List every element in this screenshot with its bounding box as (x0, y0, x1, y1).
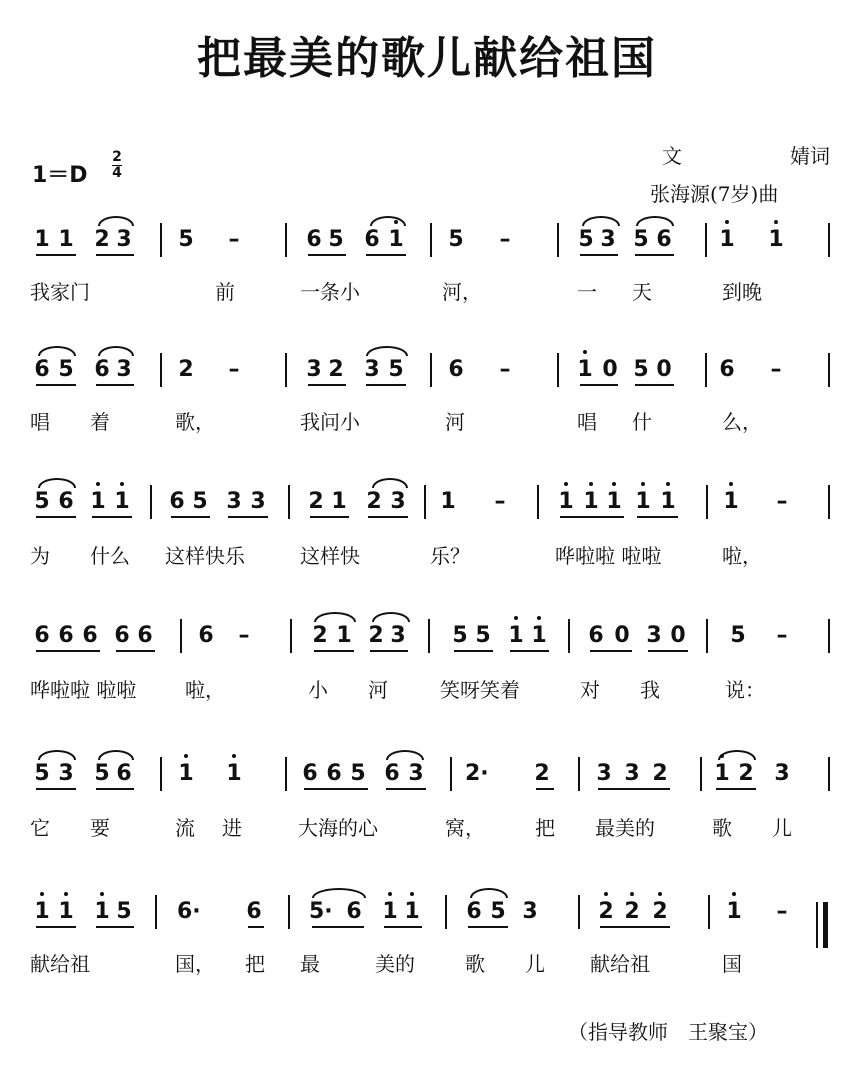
note: 6 (588, 623, 604, 648)
note: 3 (250, 489, 266, 514)
note: 6 (346, 899, 362, 924)
note: 3 (522, 899, 538, 924)
note: 1 (388, 227, 404, 252)
underline (310, 516, 349, 518)
lyric-text: 歌， (175, 410, 215, 434)
lyric-text: 歌 (465, 952, 485, 976)
note: 6 (116, 761, 132, 786)
underline (36, 516, 76, 518)
barline (450, 757, 452, 791)
lyric-text: 我 (640, 678, 660, 702)
composer-credit: 张海源(7岁)曲 (650, 182, 779, 206)
note: 5 (388, 357, 404, 382)
note: 5 (328, 227, 344, 252)
note: 6 (114, 623, 130, 648)
underline (36, 650, 100, 652)
high-octave-dot (583, 350, 587, 354)
note: 0 (656, 357, 672, 382)
note: 2 (308, 489, 324, 514)
lyric-text: 么， (722, 410, 762, 434)
underline (96, 384, 134, 386)
note: 6 (94, 357, 110, 382)
high-octave-dot (40, 892, 44, 896)
note: 3 (774, 761, 790, 786)
note: 6 (169, 489, 185, 514)
high-octave-dot (732, 892, 736, 896)
lyric-text: 美的 (375, 952, 415, 976)
note: 1 (583, 489, 599, 514)
note: 1 (404, 899, 420, 924)
note: 1 (577, 357, 593, 382)
tie-arc (372, 478, 408, 488)
time-signature-top: 2 (112, 149, 122, 165)
lyric-text: 河 (368, 678, 388, 702)
tie-arc (582, 216, 620, 226)
time-signature-bottom: 4 (112, 165, 122, 181)
note: 2 (368, 623, 384, 648)
tie-arc (38, 478, 76, 488)
barline (705, 223, 707, 257)
note: 0 (602, 357, 618, 382)
note: 1 (114, 489, 130, 514)
note: – (499, 357, 511, 382)
note: 6 (302, 761, 318, 786)
high-octave-dot (641, 482, 645, 486)
note: 2 (598, 899, 614, 924)
note: 1 (58, 227, 74, 252)
lyric-text: 一条小 (300, 280, 360, 304)
note: 6 (306, 227, 322, 252)
note: 6 (34, 623, 50, 648)
lyric-text: 国 (722, 952, 742, 976)
barline (285, 223, 287, 257)
high-octave-dot (184, 754, 188, 758)
lyricist-name: 文 (662, 144, 682, 168)
note: 5 (192, 489, 208, 514)
high-octave-dot (410, 892, 414, 896)
lyric-text: 这样快 (300, 544, 360, 568)
underline (308, 254, 346, 256)
note: 6 (364, 227, 380, 252)
note: 1 (178, 761, 194, 786)
note: – (776, 899, 788, 924)
underline (96, 254, 134, 256)
high-octave-dot (100, 892, 104, 896)
barline (160, 757, 162, 791)
underline (248, 926, 264, 928)
underline (36, 926, 76, 928)
high-octave-dot (612, 482, 616, 486)
barline (708, 895, 710, 929)
note: 1 (90, 489, 106, 514)
note: 6 (58, 489, 74, 514)
note: 5 (34, 489, 50, 514)
note: 5 (475, 623, 491, 648)
note: 3 (116, 357, 132, 382)
high-octave-dot (589, 482, 593, 486)
underline (36, 788, 76, 790)
lyric-text: 儿 (525, 952, 545, 976)
note: 5 (452, 623, 468, 648)
note: 5 (578, 227, 594, 252)
note: 6· (177, 899, 201, 924)
high-octave-dot (604, 892, 608, 896)
tie-arc (312, 888, 366, 898)
underline (468, 926, 508, 928)
high-octave-dot (232, 754, 236, 758)
tie-arc (38, 346, 76, 356)
lyric-text: 献给祖 (590, 952, 650, 976)
barline (288, 895, 290, 929)
underline (580, 254, 618, 256)
key-signature: 1＝D (32, 163, 88, 188)
song-title: 把最美的歌儿献给祖国 (197, 33, 657, 84)
note: 6 (448, 357, 464, 382)
high-octave-dot (658, 892, 662, 896)
underline (304, 788, 368, 790)
note: 1 (226, 761, 242, 786)
note: 3 (390, 489, 406, 514)
tie-arc (98, 750, 134, 760)
note: 3 (390, 623, 406, 648)
barline (700, 757, 702, 791)
lyric-text: 我家门 (30, 280, 90, 304)
final-barline-thick (823, 902, 828, 948)
note: 1 (723, 489, 739, 514)
tie-arc (98, 346, 134, 356)
note: 2 (624, 899, 640, 924)
note: 1 (94, 899, 110, 924)
tie-arc (98, 216, 134, 226)
underline (598, 788, 670, 790)
note: 1 (558, 489, 574, 514)
note: 2 (366, 489, 382, 514)
note: 6 (137, 623, 153, 648)
underline (314, 650, 354, 652)
barline (828, 757, 830, 791)
underline (171, 516, 210, 518)
note: – (776, 623, 788, 648)
tie-arc (636, 216, 674, 226)
note: 3 (364, 357, 380, 382)
high-octave-dot (729, 482, 733, 486)
underline (370, 650, 408, 652)
lyric-text: 小 (308, 678, 328, 702)
barline (828, 353, 830, 387)
high-octave-dot (96, 482, 100, 486)
note: 3 (600, 227, 616, 252)
lyric-text: 儿 (772, 816, 792, 840)
lyric-text: 歌 (712, 816, 732, 840)
barline (180, 619, 182, 653)
lyric-text: 笑呀笑着 (440, 678, 520, 702)
note: 5 (350, 761, 366, 786)
note: 6 (384, 761, 400, 786)
underline (585, 516, 624, 518)
underline (96, 926, 134, 928)
barline (828, 223, 830, 257)
high-octave-dot (120, 482, 124, 486)
barline (537, 485, 539, 519)
note: 3 (646, 623, 662, 648)
note: 1 (331, 489, 347, 514)
note: 1 (726, 899, 742, 924)
underline (92, 516, 132, 518)
note: 1 (768, 227, 784, 252)
note: 0 (670, 623, 686, 648)
barline (828, 619, 830, 653)
high-octave-dot (388, 892, 392, 896)
barline (430, 353, 432, 387)
barline (160, 353, 162, 387)
lyric-text: 这样快乐 (165, 544, 245, 568)
high-octave-dot (394, 220, 398, 224)
high-octave-dot (564, 482, 568, 486)
lyric-text: 最 (300, 952, 320, 976)
underline (384, 926, 422, 928)
high-octave-dot (630, 892, 634, 896)
note: 5 (58, 357, 74, 382)
lyric-text: 把 (535, 816, 555, 840)
barline (578, 757, 580, 791)
note: 2 (738, 761, 754, 786)
underline (312, 926, 364, 928)
note: 6 (58, 623, 74, 648)
barline (557, 353, 559, 387)
underline (386, 788, 426, 790)
lyric-text: 它 (30, 816, 50, 840)
tie-arc (366, 346, 408, 356)
underline (637, 516, 678, 518)
lyric-text: 把 (245, 952, 265, 976)
note: 3 (116, 227, 132, 252)
note: 2 (652, 899, 668, 924)
underline (366, 254, 406, 256)
barline (155, 895, 157, 929)
note: 3 (226, 489, 242, 514)
lyric-text: 献给祖 (30, 952, 90, 976)
barline (285, 757, 287, 791)
underline (600, 926, 670, 928)
lyric-text: 河 (445, 410, 465, 434)
barline (578, 895, 580, 929)
tie-arc (372, 612, 410, 622)
note: 6 (198, 623, 214, 648)
lyric-text: 到晚 (722, 280, 762, 304)
lyric-text: 一 (577, 280, 597, 304)
note: 2 (94, 227, 110, 252)
barline (705, 353, 707, 387)
lyric-text: 为 (30, 544, 50, 568)
note: – (499, 227, 511, 252)
tie-arc (470, 888, 508, 898)
underline (590, 650, 632, 652)
barline (424, 485, 426, 519)
note: 5 (633, 227, 649, 252)
note: 2 (534, 761, 550, 786)
lyricist-credit (662, 140, 830, 169)
underline (366, 384, 406, 386)
high-octave-dot (64, 892, 68, 896)
high-octave-dot (537, 616, 541, 620)
note: 5 (34, 761, 50, 786)
note: 2 (178, 357, 194, 382)
note: 1 (606, 489, 622, 514)
lyric-text: 哗啦啦 啦啦 (555, 544, 662, 568)
barline (285, 353, 287, 387)
note: 3 (306, 357, 322, 382)
note: 2 (312, 623, 328, 648)
barline (568, 619, 570, 653)
lyric-text: 唱 (30, 410, 50, 434)
note: – (770, 357, 782, 382)
note: 5 (94, 761, 110, 786)
note: 2 (652, 761, 668, 786)
note: 2 (328, 357, 344, 382)
lyric-text: 唱 (577, 410, 597, 434)
high-octave-dot (666, 482, 670, 486)
barline (706, 485, 708, 519)
note: 5 (730, 623, 746, 648)
high-octave-dot (774, 220, 778, 224)
lyric-text: 乐？ (430, 544, 470, 568)
underline (116, 650, 155, 652)
note: 1 (382, 899, 398, 924)
lyric-text: 啦， (722, 544, 762, 568)
tie-arc (38, 750, 76, 760)
barline (430, 223, 432, 257)
note: 3 (58, 761, 74, 786)
underline (536, 788, 554, 790)
note: 3 (624, 761, 640, 786)
lyric-text: 大海的心 (298, 816, 378, 840)
note: 5 (633, 357, 649, 382)
lyric-text: 最美的 (595, 816, 655, 840)
note: 1 (531, 623, 547, 648)
barline (288, 485, 290, 519)
note: 1 (34, 227, 50, 252)
underline (635, 254, 674, 256)
underline (36, 254, 76, 256)
note: 1 (336, 623, 352, 648)
underline (580, 384, 618, 386)
note: 1 (58, 899, 74, 924)
barline (428, 619, 430, 653)
barline (557, 223, 559, 257)
lyric-text: 天 (632, 280, 652, 304)
underline (368, 516, 408, 518)
note: 5 (116, 899, 132, 924)
lyric-text: 什么 (90, 544, 130, 568)
lyric-text: 要 (90, 816, 110, 840)
underline (648, 650, 688, 652)
tie-arc (370, 216, 406, 226)
note: 6 (719, 357, 735, 382)
lyric-text: 哗啦啦 啦啦 (30, 678, 137, 702)
teacher-credit: （指导教师 王聚宝） (568, 1020, 768, 1044)
underline (454, 650, 493, 652)
note: 5· (309, 899, 333, 924)
high-octave-dot (720, 754, 724, 758)
lyric-text: 对 (580, 678, 600, 702)
underline (510, 650, 549, 652)
barline (445, 895, 447, 929)
lyricist-role: 婧词 (790, 144, 830, 168)
note: 3 (596, 761, 612, 786)
note: 1 (660, 489, 676, 514)
tie-arc (386, 750, 424, 760)
lyric-text: 流 (175, 816, 195, 840)
note: 1 (440, 489, 456, 514)
note: 5 (490, 899, 506, 924)
note: 2· (465, 761, 489, 786)
lyric-text: 什 (632, 410, 652, 434)
note: 1 (508, 623, 524, 648)
barline (828, 485, 830, 519)
barline (150, 485, 152, 519)
lyric-text: 我问小 (300, 410, 360, 434)
note: 0 (614, 623, 630, 648)
high-octave-dot (514, 616, 518, 620)
barline (160, 223, 162, 257)
note: 1 (719, 227, 735, 252)
underline (228, 516, 268, 518)
barline (290, 619, 292, 653)
note: 6 (326, 761, 342, 786)
barline (706, 619, 708, 653)
lyric-text: 进 (222, 816, 242, 840)
note: – (494, 489, 506, 514)
note: 3 (408, 761, 424, 786)
final-barline-thin (816, 902, 818, 948)
time-signature (112, 150, 122, 181)
lyric-text: 窝， (445, 816, 485, 840)
lyric-text: 说： (725, 678, 765, 702)
lyric-text: 国， (175, 952, 215, 976)
note: 1 (714, 761, 730, 786)
high-octave-dot (725, 220, 729, 224)
underline (635, 384, 674, 386)
note: 6 (82, 623, 98, 648)
underline (36, 384, 76, 386)
note: – (228, 227, 240, 252)
note: 1 (34, 899, 50, 924)
note: 6 (34, 357, 50, 382)
note: – (238, 623, 250, 648)
note: 1 (635, 489, 651, 514)
note: 5 (448, 227, 464, 252)
note: 6 (656, 227, 672, 252)
lyric-text: 啦， (185, 678, 225, 702)
lyric-text: 着 (90, 410, 110, 434)
lyric-text: 河， (442, 280, 482, 304)
underline (308, 384, 346, 386)
lyric-text: 前 (215, 280, 235, 304)
underline (96, 788, 134, 790)
note: 6 (246, 899, 262, 924)
tie-arc (314, 612, 356, 622)
note: – (776, 489, 788, 514)
note: 6 (466, 899, 482, 924)
note: 5 (178, 227, 194, 252)
note: – (228, 357, 240, 382)
underline (716, 788, 756, 790)
